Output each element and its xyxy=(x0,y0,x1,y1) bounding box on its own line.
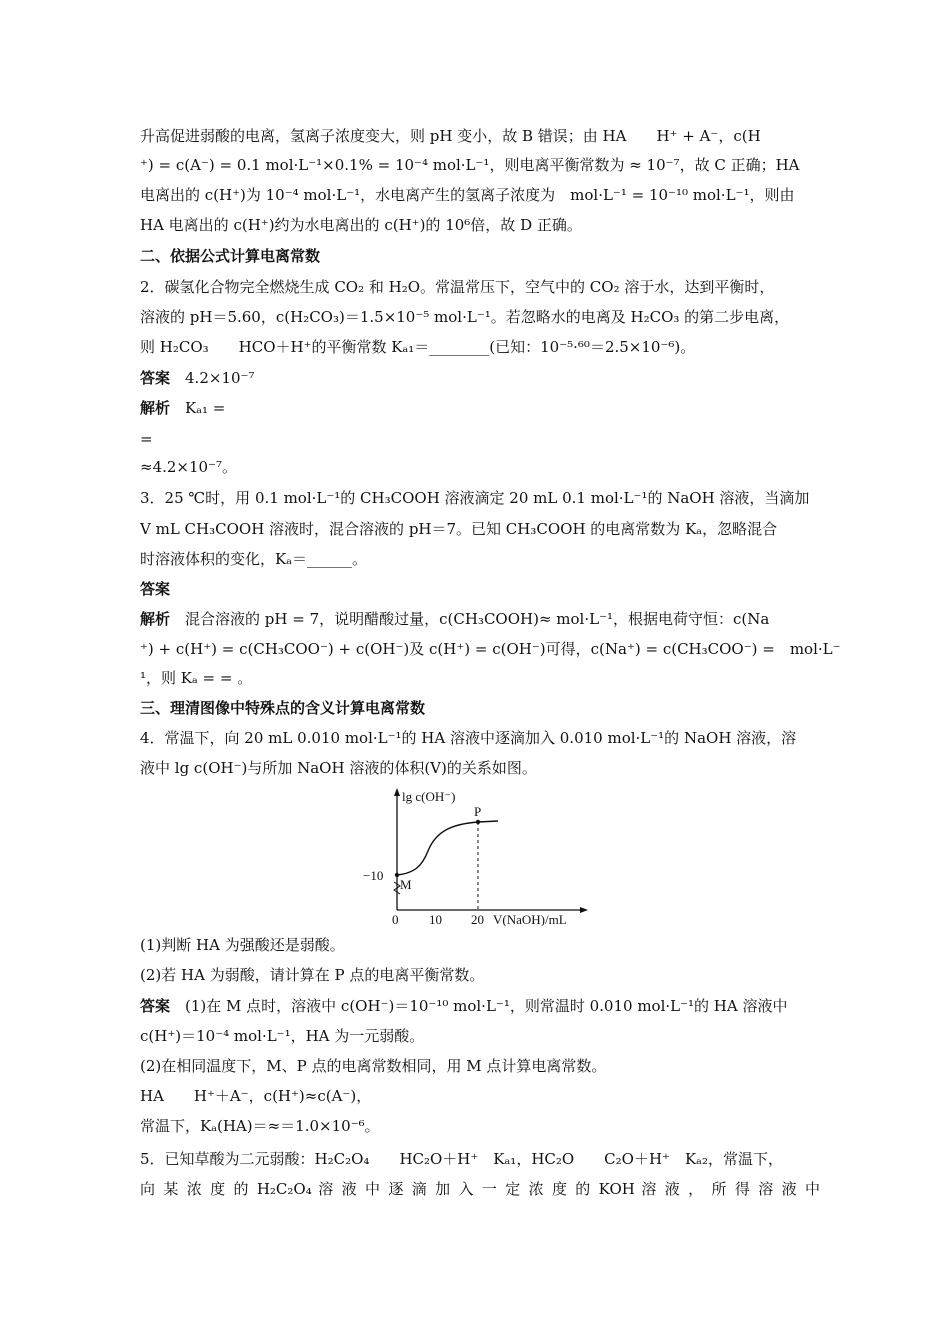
text-line: 时溶液体积的变化，Kₐ＝______。 xyxy=(140,550,367,568)
y-tick-label: −10 xyxy=(363,868,384,883)
text-line: 电离出的 c(H⁺)为 10⁻⁴ mol·L⁻¹，水电离产生的氢离子浓度为 mol·L⁻¹ = 10⁻¹⁰ mol·L⁻¹，则由 xyxy=(140,186,795,204)
text-line: 常温下，Kₐ(HA)＝≈＝1.0×10⁻⁶。 xyxy=(140,1117,380,1135)
text-line: 则 H₂CO₃ HCO＋H⁺的平衡常数 Kₐ₁＝________(已知：10⁻⁵·⁶⁰＝2.5×10⁻⁶)。 xyxy=(140,338,696,356)
point-label-m: M xyxy=(400,877,412,892)
analysis-line: 解析 混合溶液的 pH = 7，说明醋酸过量，c(CH₃COOH)≈ mol·L⁻¹，根据电荷守恒：c(Na xyxy=(140,610,770,628)
x-tick-label: 20 xyxy=(471,912,484,926)
text-line: HA 电离出的 c(H⁺)约为水电离出的 c(H⁺)的 10⁶倍，故 D 正确。 xyxy=(140,216,582,234)
text-line: ⁺) + c(H⁺) = c(CH₃COO⁻) + c(OH⁻)及 c(H⁺) = c(OH⁻)可得，c(Na⁺) = c(CH₃COO⁻) = mol·L⁻ xyxy=(140,640,841,658)
x-axis-label: V(NaOH)/mL xyxy=(493,912,567,926)
text-line: 4．常温下，向 20 mL 0.010 mol·L⁻¹的 HA 溶液中逐滴加入 0.010 mol·L⁻¹的 NaOH 溶液，溶 xyxy=(140,729,797,747)
label-tag: 答案 xyxy=(140,580,171,598)
text-line: 3．25 ℃时，用 0.1 mol·L⁻¹的 CH₃COOH 溶液滴定 20 mL 0.1 mol·L⁻¹的 NaOH 溶液，当滴加 xyxy=(140,489,810,507)
x-tick-label: 10 xyxy=(429,912,442,926)
text-line: V mL CH₃COOH 溶液时，混合溶液的 pH＝7。已知 CH₃COOH 的电离常数为 Kₐ，忽略混合 xyxy=(140,520,778,538)
text-line: 5．已知草酸为二元弱酸：H₂C₂O₄ HC₂O＋H⁺ Kₐ₁，HC₂O C₂O＋H⁺ Kₐ₂，常温下， xyxy=(140,1150,783,1168)
label-tag: 解析 xyxy=(140,610,171,628)
y-axis-label: lg c(OH⁻) xyxy=(402,789,456,804)
text-line: 2．碳氢化合物完全燃烧生成 CO₂ 和 H₂O。常温常压下，空气中的 CO₂ 溶于水，达到平衡时， xyxy=(140,278,775,296)
text-line: (2)若 HA 为弱酸，请计算在 P 点的电离平衡常数。 xyxy=(140,966,485,984)
text-line: ⁺) = c(A⁻) = 0.1 mol·L⁻¹×0.1% = 10⁻⁴ mol·L⁻¹，则电离平衡常数为 ≈ 10⁻⁷，故 C 正确；HA xyxy=(140,156,800,174)
titration-figure xyxy=(360,786,590,926)
text-line: 向 某 浓 度 的 H₂C₂O₄ 溶 液 中 逐 滴 加 入 一 定 浓 度 的 KOH 溶 液 ， 所 得 溶 液 中 xyxy=(140,1180,820,1198)
text-line: 升高促进弱酸的电离，氢离子浓度变大，则 pH 变小，故 B 错误；由 HA H⁺ + A⁻，c(H xyxy=(140,127,761,145)
answer-line: 答案 (1)在 M 点时，溶液中 c(OH⁻)＝10⁻¹⁰ mol·L⁻¹，则常温时 0.010 mol·L⁻¹的 HA 溶液中 xyxy=(140,997,788,1015)
text-line: HA H⁺＋A⁻，c(H⁺)≈c(A⁻)， xyxy=(140,1087,372,1105)
answer-line: 答案 4.2×10⁻⁷ xyxy=(140,369,255,387)
analysis-line: 解析 Kₐ₁ = xyxy=(140,399,226,417)
text-line: (2)在相同温度下，M、P 点的电离常数相同，用 M 点计算电离常数。 xyxy=(140,1057,607,1075)
text-line: ¹，则 Kₐ = = 。 xyxy=(140,669,253,687)
section-heading: 二、依据公式计算电离常数 xyxy=(140,247,321,265)
point-p xyxy=(476,820,480,824)
text-line: 液中 lg c(OH⁻)与所加 NaOH 溶液的体积(V)的关系如图。 xyxy=(140,759,537,777)
curve xyxy=(397,821,498,875)
label-tag: 答案 xyxy=(140,369,171,387)
text-line: = xyxy=(140,430,153,448)
label-tag: 答案 xyxy=(140,997,171,1015)
point-label-p: P xyxy=(474,804,482,819)
text-line: 溶液的 pH＝5.60，c(H₂CO₃)＝1.5×10⁻⁵ mol·L⁻¹。若忽略水的电离及 H₂CO₃ 的第二步电离， xyxy=(140,308,790,326)
text-line: ≈4.2×10⁻⁷。 xyxy=(140,458,238,476)
answer-line xyxy=(140,578,820,600)
text-line: c(H⁺)＝10⁻⁴ mol·L⁻¹，HA 为一元弱酸。 xyxy=(140,1027,425,1045)
label-tag: 解析 xyxy=(140,399,171,417)
point-m xyxy=(395,873,399,877)
text-line: (1)判断 HA 为强酸还是弱酸。 xyxy=(140,936,345,954)
y-axis-arrow xyxy=(394,788,400,796)
section-heading: 三、理清图像中特殊点的含义计算电离常数 xyxy=(140,699,426,717)
x-axis-arrow xyxy=(580,907,588,913)
x-tick-label: 0 xyxy=(392,912,399,926)
